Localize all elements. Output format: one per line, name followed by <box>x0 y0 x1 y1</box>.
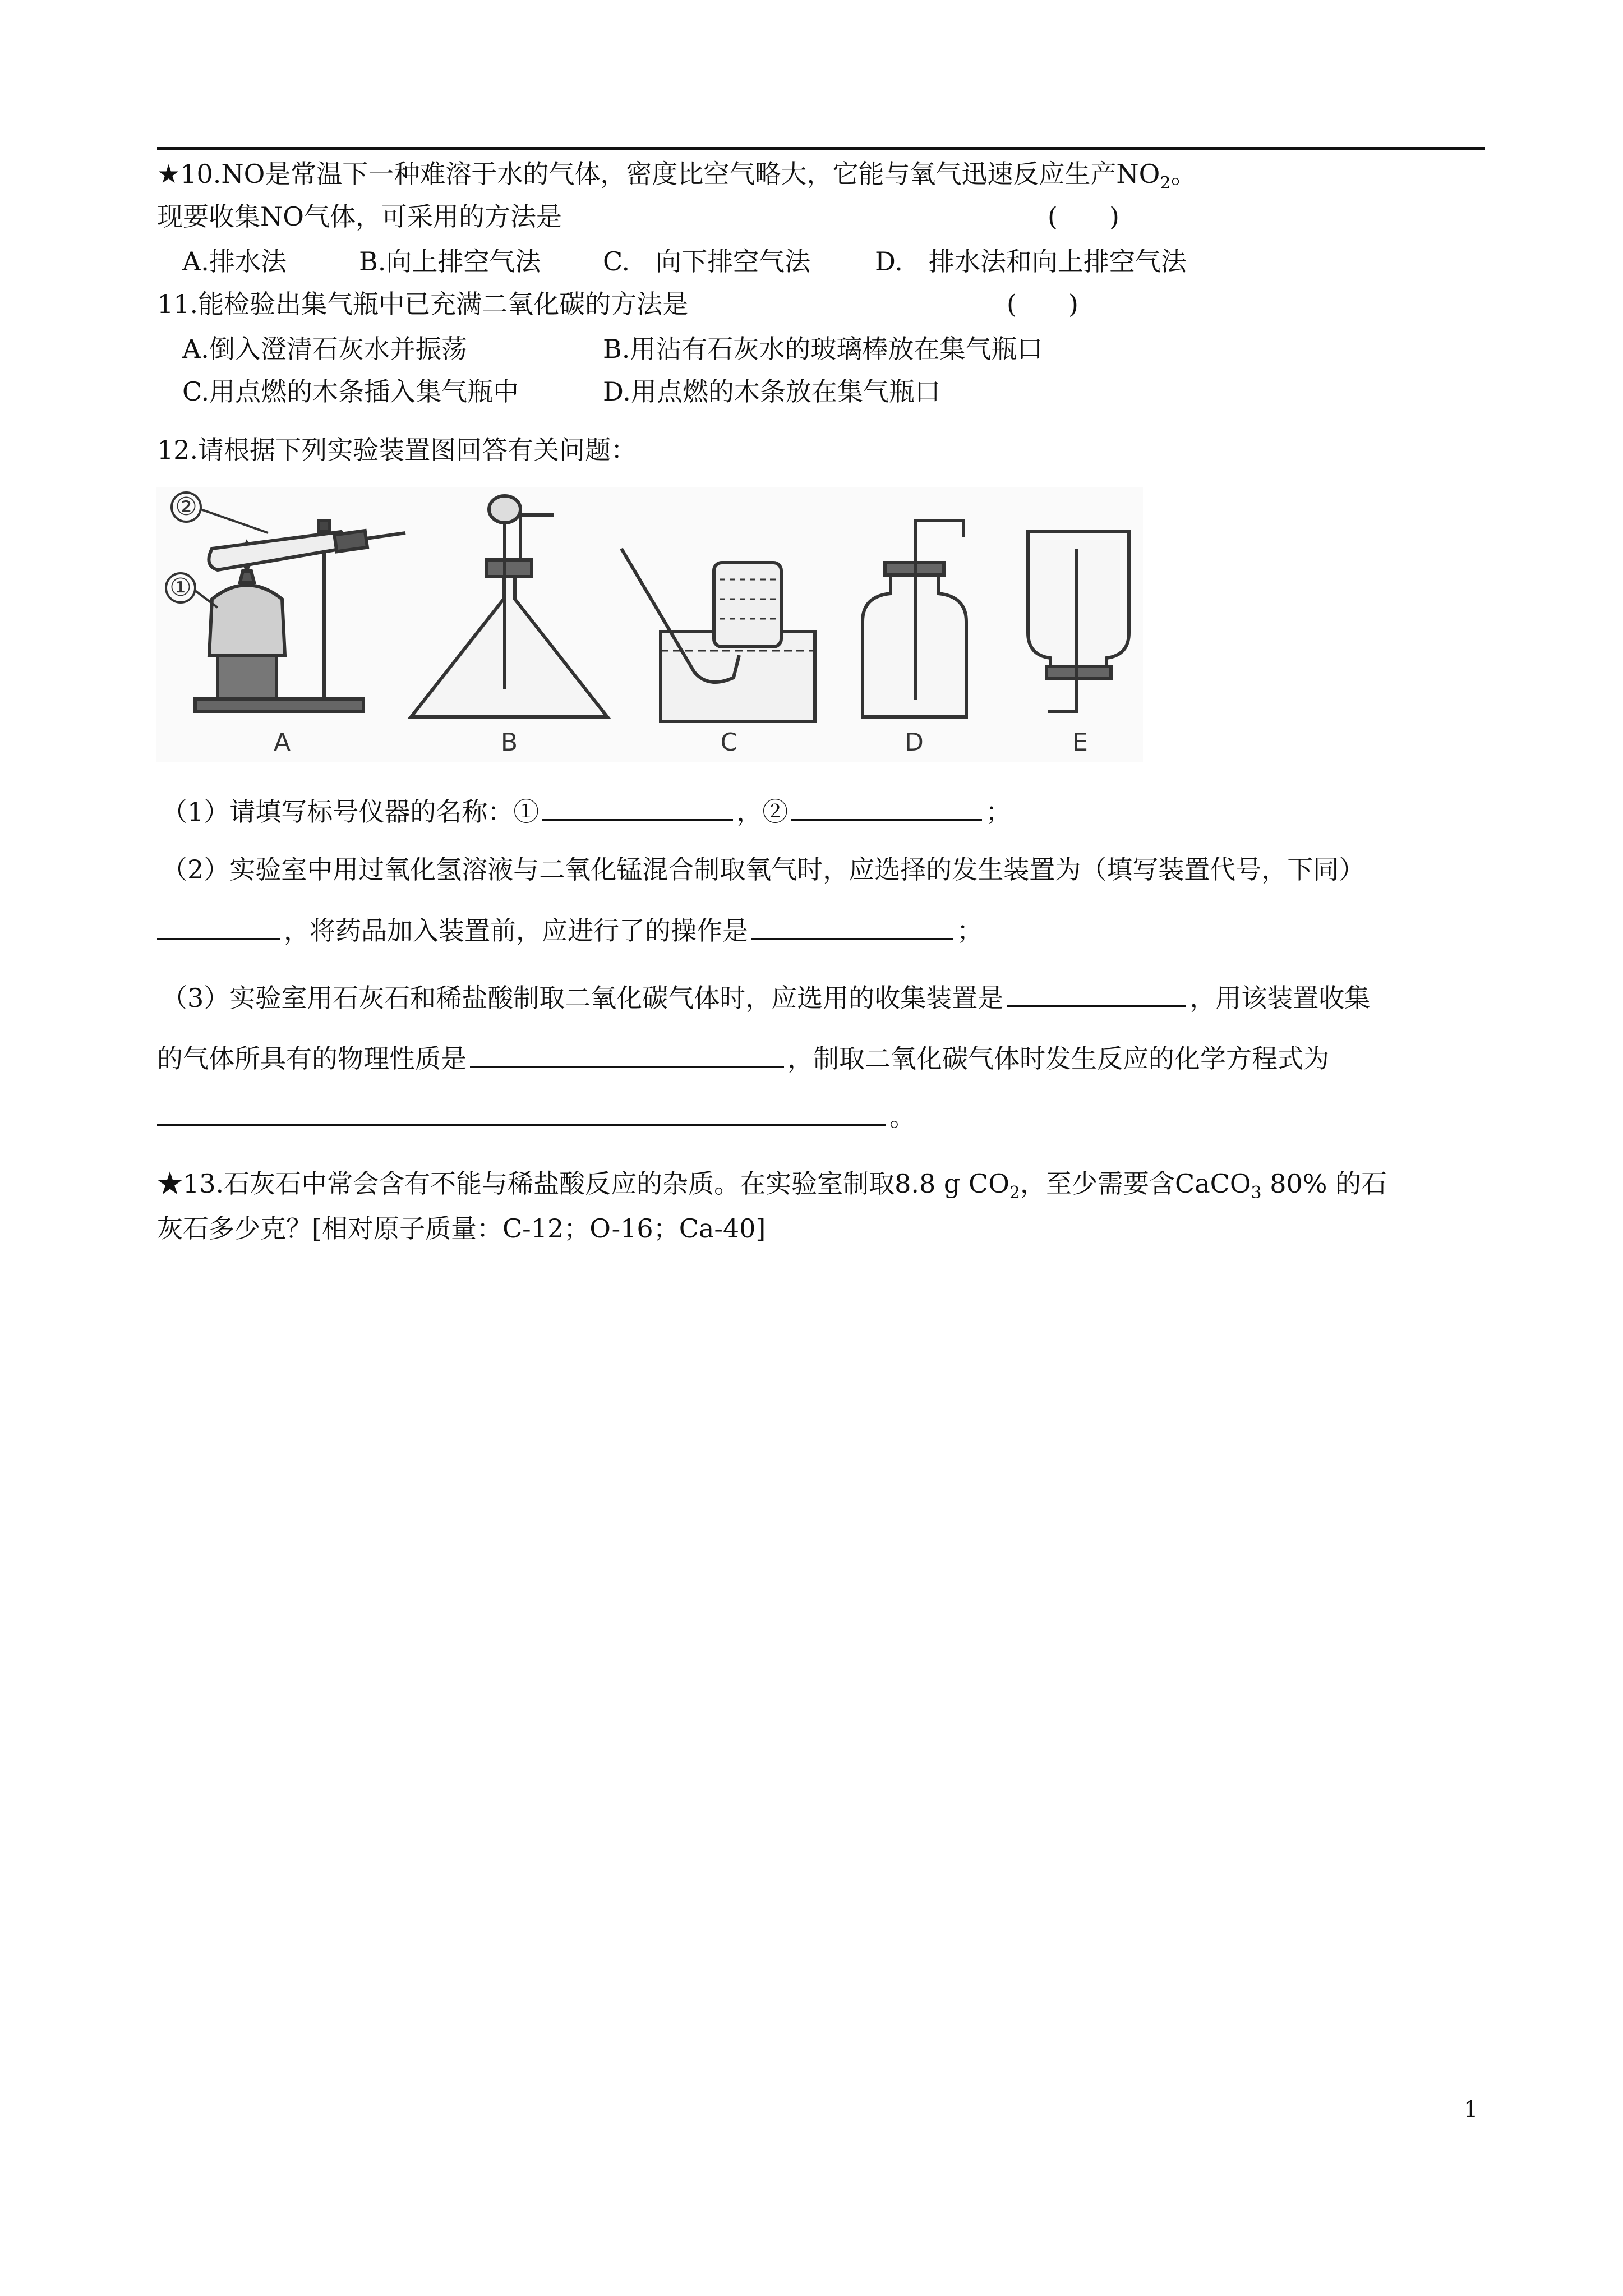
answer-blank-4[interactable] <box>751 913 953 940</box>
answer-blank-2[interactable] <box>791 794 982 821</box>
q11-option-c[interactable]: C.用点燃的木条插入集气瓶中 <box>182 376 519 407</box>
marker-1: ① <box>169 573 192 602</box>
q12-part1: （1）请填写标号仪器的名称：① ，② ； <box>162 794 1011 829</box>
label-c: C <box>720 728 738 757</box>
q12-part3-line1: （3）实验室用石灰石和稀盐酸制取二氧化碳气体时，应选用的收集装置是 ，用该装置收集 <box>162 981 1370 1015</box>
q10-option-a[interactable]: A.排水法 <box>182 246 287 277</box>
answer-blank-7[interactable] <box>157 1099 886 1126</box>
star-icon: ★ <box>157 159 181 189</box>
answer-blank-3[interactable] <box>157 913 280 940</box>
label-d: D <box>905 728 924 757</box>
q10-option-d[interactable]: D. 排水法和向上排空气法 <box>875 246 1187 277</box>
label-e: E <box>1072 728 1088 757</box>
q12-stem: 12.请根据下列实验装置图回答有关问题： <box>157 435 637 465</box>
answer-blank-1[interactable] <box>542 794 733 821</box>
top-rule <box>157 147 1485 150</box>
q10-option-b[interactable]: B.向上排空气法 <box>359 246 541 277</box>
q10-answer-paren[interactable]: ( ) <box>1048 201 1119 232</box>
q13-line2: 灰石多少克？[相对原子质量：C-12；O-16；Ca-40] <box>157 1213 766 1244</box>
q12-part2-line1: （2）实验室中用过氧化氢溶液与二氧化锰混合制取氧气时，应选择的发生装置为（填写装置代号，下同） <box>162 854 1365 885</box>
answer-blank-6[interactable] <box>470 1041 784 1068</box>
q11-answer-paren[interactable]: ( ) <box>1007 289 1078 319</box>
q11-stem: 11.能检验出集气瓶中已充满二氧化碳的方法是 <box>157 289 689 319</box>
marker-2: ② <box>175 493 197 521</box>
q10-option-c[interactable]: C. 向下排空气法 <box>603 246 811 277</box>
star-icon: ★ <box>157 1168 183 1199</box>
q11-option-b[interactable]: B.用沾有石灰水的玻璃棒放在集气瓶口 <box>603 334 1043 364</box>
q10-line2: 现要收集NO气体，可采用的方法是 <box>157 201 562 232</box>
q12-part3-line2: 的气体所具有的物理性质是 ，制取二氧化碳气体时发生反应的化学方程式为 <box>157 1041 1329 1075</box>
label-b: B <box>500 728 518 757</box>
q12-part3-line3: 。 <box>157 1099 915 1134</box>
answer-blank-5[interactable] <box>1007 981 1186 1007</box>
q10-line1: ★10.NO是常温下一种难溶于水的气体，密度比空气略大，它能与氧气迅速反应生产$NO_2$。 <box>157 159 1197 194</box>
q13-line1: ★13.石灰石中常会含有不能与稀盐酸反应的杂质。在实验室制取8.8 g $CO_2$，至少需要含CaCO$_3$ 80% 的石 <box>157 1168 1387 1203</box>
q11-option-a[interactable]: A.倒入澄清石灰水并振荡 <box>182 334 467 364</box>
lab-apparatus-figure <box>156 487 1143 762</box>
page-number: 1 <box>1464 2097 1478 2123</box>
q11-option-d[interactable]: D.用点燃的木条放在集气瓶口 <box>603 376 940 407</box>
q12-part2-line2: ，将药品加入装置前，应进行了的操作是 ； <box>157 913 983 947</box>
label-a: A <box>273 728 291 757</box>
